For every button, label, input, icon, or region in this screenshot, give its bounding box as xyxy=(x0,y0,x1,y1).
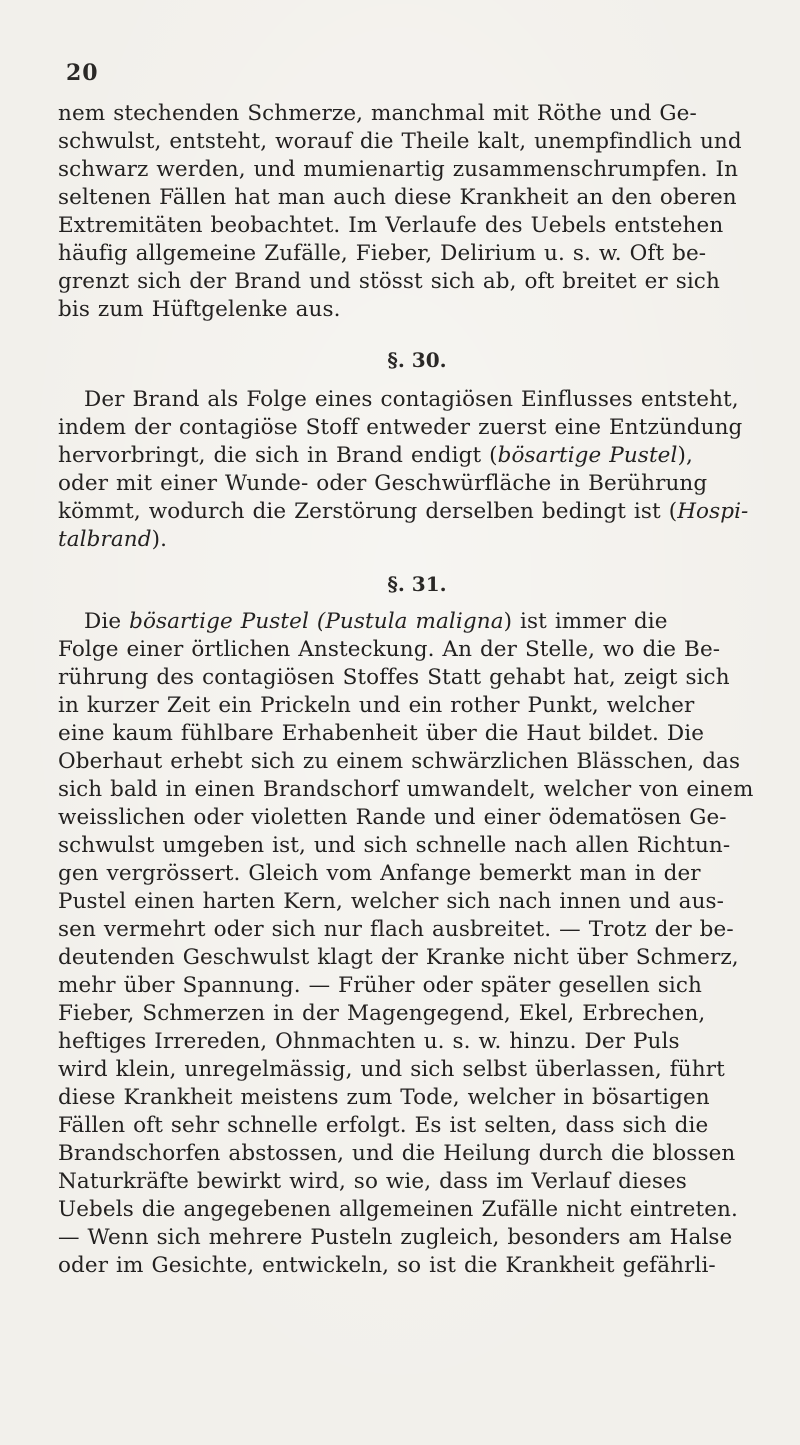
text-line: Folge einer örtlichen Ansteckung. An der Stelle, wo die Be- xyxy=(58,637,721,662)
paragraph-continuation xyxy=(58,100,776,324)
text-line: Der Brand als Folge eines contagiösen Einflusses entsteht, xyxy=(84,387,739,412)
text-line: rührung des contagiösen Stoffes Statt gehabt hat, zeigt sich xyxy=(58,665,730,690)
text-line: häufig allgemeine Zufälle, Fieber, Delirium u. s. w. Oft be- xyxy=(58,241,707,266)
text-line: Brandschorfen abstossen, und die Heilung durch die blossen xyxy=(58,1141,736,1166)
text-line: indem der contagiöse Stoff entweder zuerst eine Entzündung xyxy=(58,415,743,440)
section-31-body xyxy=(58,608,776,1280)
text-line: — Wenn sich mehrere Pusteln zugleich, besonders am Halse xyxy=(58,1225,733,1250)
text-line: talbrand). xyxy=(58,527,168,552)
text-line: sich bald in einen Brandschorf umwandelt, welcher von einem xyxy=(58,777,754,802)
text-line: gen vergrössert. Gleich vom Anfange bemerkt man in der xyxy=(58,861,701,886)
page-number: 20 xyxy=(66,60,99,86)
text-line: oder im Gesichte, entwickeln, so ist die Krankheit gefährli- xyxy=(58,1253,716,1278)
text-line: diese Krankheit meistens zum Tode, welcher in bösartigen xyxy=(58,1085,710,1110)
text-line: oder mit einer Wunde- oder Geschwürfläche in Berührung xyxy=(58,471,708,496)
text-line: weisslichen oder violetten Rande und einer ödematösen Ge- xyxy=(58,805,727,830)
section-heading-30: §. 30. xyxy=(387,348,447,372)
text-line: hervorbringt, die sich in Brand endigt (bösartige Pustel), xyxy=(58,443,693,468)
text-line: heftiges Irrereden, Ohnmachten u. s. w. hinzu. Der Puls xyxy=(58,1029,680,1054)
text-line: schwulst umgeben ist, und sich schnelle nach allen Richtun- xyxy=(58,833,731,858)
text-line: Die bösartige Pustel (Pustula maligna) ist immer die xyxy=(84,609,668,634)
text-line: wird klein, unregelmässig, und sich selbst überlassen, führt xyxy=(58,1057,725,1082)
section-30-body xyxy=(58,386,776,554)
text-line: Naturkräfte bewirkt wird, so wie, dass im Verlauf dieses xyxy=(58,1169,687,1194)
text-line: eine kaum fühlbare Erhabenheit über die Haut bildet. Die xyxy=(58,721,705,746)
text-line: schwarz werden, und mumienartig zusammenschrumpfen. In xyxy=(58,157,739,182)
text-line: mehr über Spannung. — Früher oder später gesellen sich xyxy=(58,973,702,998)
text-line: seltenen Fällen hat man auch diese Krankheit an den oberen xyxy=(58,185,737,210)
text-line: sen vermehrt oder sich nur flach ausbreitet. — Trotz der be- xyxy=(58,917,734,942)
text-line: kömmt, wodurch die Zerstörung derselben bedingt ist (Hospi- xyxy=(58,499,749,524)
section-heading-31: §. 31. xyxy=(387,572,447,596)
text-line: Fällen oft sehr schnelle erfolgt. Es ist selten, dass sich die xyxy=(58,1113,709,1138)
text-line: Oberhaut erhebt sich zu einem schwärzlichen Blässchen, das xyxy=(58,749,741,774)
text-block xyxy=(58,100,776,1280)
text-line: schwulst, entsteht, worauf die Theile kalt, unempfindlich und xyxy=(58,129,742,154)
text-line: Pustel einen harten Kern, welcher sich nach innen und aus- xyxy=(58,889,725,914)
text-line: Extremitäten beobachtet. Im Verlaufe des Uebels entstehen xyxy=(58,213,724,238)
text-line: bis zum Hüftgelenke aus. xyxy=(58,297,341,322)
text-line: in kurzer Zeit ein Prickeln und ein rother Punkt, welcher xyxy=(58,693,695,718)
text-line: Uebels die angegebenen allgemeinen Zufälle nicht eintreten. xyxy=(58,1197,738,1222)
text-line: nem stechenden Schmerze, manchmal mit Röthe und Ge- xyxy=(58,101,697,126)
text-line: grenzt sich der Brand und stösst sich ab, oft breitet er sich xyxy=(58,269,720,294)
text-line: deutenden Geschwulst klagt der Kranke nicht über Schmerz, xyxy=(58,945,739,970)
text-line: Fieber, Schmerzen in der Magengegend, Ekel, Erbrechen, xyxy=(58,1001,706,1026)
